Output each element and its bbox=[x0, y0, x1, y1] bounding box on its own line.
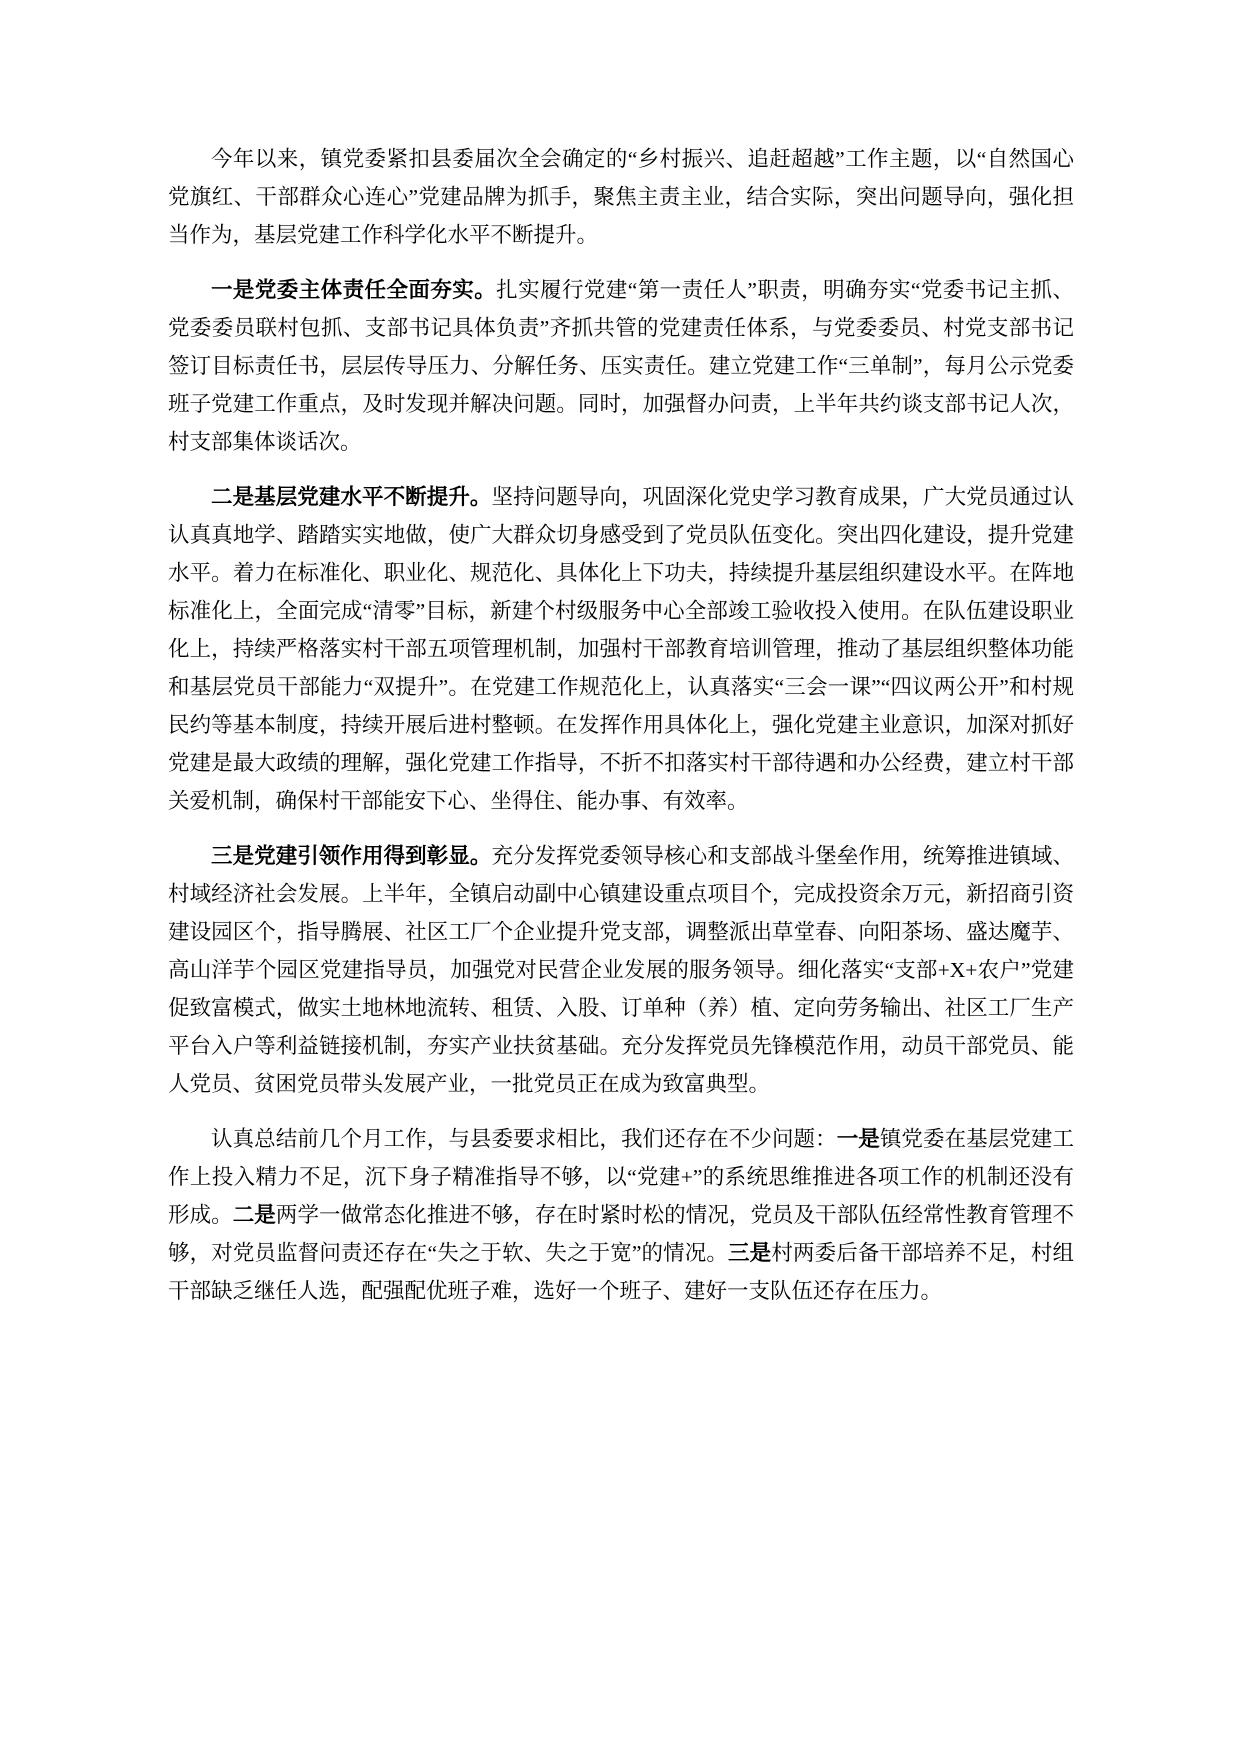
text-segment: 坚持问题导向，巩固深化党史学习教育成果，广大党员通过认认真真地学、踏踏实实地做，使广大群众切身感受到了党员队伍变化。突出四化建设，提升党建水平。着力在标准化、职业化、规范化、具体化上下功夫，持续提升基层组织建设水平。在阵地标准化上，全面完成“清零”目标，新建个村级服务中心全部竣工验收投入使用。在队伍建设职业化上，持续严格落实村干部五项管理机制，加强村干部教育培训管理，推动了基层组织整体功能和基层党员干部能力“双提升”。在党建工作规范化上，认真落实“三会一课”“四议两公开”和村规民约等基本制度，持续开展后进村整顿。在发挥作用具体化上，强化党建主业意识，加深对抓好党建是最大政绩的理解，强化党建工作指导，不折不扣落实村干部待遇和办公经费，建立村干部关爱机制，确保村干部能安下心、坐得住、能办事、有效率。 bbox=[168, 485, 1074, 813]
bold-text-segment: 一是 bbox=[836, 1127, 880, 1151]
paragraph bbox=[168, 478, 1074, 820]
bold-text-segment: 二是基层党建水平不断提升。 bbox=[211, 485, 492, 509]
bold-text-segment: 三是党建引领作用得到彰显。 bbox=[211, 844, 492, 868]
text-segment: 镇党委在基层党建工作上投入精力不足，沉下身子精准指导不够，以“党建+”的系统思维推进各项工作的机制还没有形成。 bbox=[168, 1127, 1074, 1227]
paragraph bbox=[168, 271, 1074, 461]
bold-text-segment: 三是 bbox=[728, 1241, 772, 1265]
text-segment: 充分发挥党委领导核心和支部战斗堡垒作用，统筹推进镇域、村域经济社会发展。上半年，全镇启动副中心镇建设重点项目个，完成投资余万元，新招商引资建设园区个，指导腾展、社区工厂个企业提升党支部，调整派出草堂春、向阳茶场、盛达魔芋、高山洋芋个园区党建指导员，加强党对民营企业发展的服务领导。细化落实“支部+X+农户”党建促致富模式，做实土地林地流转、租赁、入股、订单种（养）植、定向劳务输出、社区工厂生产平台入户等利益链接机制，夯实产业扶贫基础。充分发挥党员先锋模范作用，动员干部党员、能人党员、贫困党员带头发展产业，一批党员正在成为致富典型。 bbox=[168, 844, 1074, 1096]
paragraph bbox=[168, 140, 1074, 254]
text-segment: 两学一做常态化推进不够，存在时紧时松的情况，党员及干部队伍经常性教育管理不够，对党员监督问责还存在“失之于软、失之于宽”的情况。 bbox=[168, 1203, 1074, 1265]
text-segment: 认真总结前几个月工作，与县委要求相比，我们还存在不少问题： bbox=[211, 1127, 837, 1151]
paragraph bbox=[168, 1120, 1074, 1310]
paragraph bbox=[168, 837, 1074, 1103]
text-segment: 扎实履行党建“第一责任人”职责，明确夯实“党委书记主抓、党委委员联村包抓、支部书记具体负责”齐抓共管的党建责任体系，与党委委员、村党支部书记签订目标责任书，层层传导压力、分解任务、压实责任。建立党建工作“三单制”，每月公示党委班子党建工作重点，及时发现并解决问题。同时，加强督办问责，上半年共约谈支部书记人次，村支部集体谈话次。 bbox=[168, 278, 1074, 454]
document-body bbox=[168, 140, 1074, 1310]
text-segment: 今年以来，镇党委紧扣县委届次全会确定的“乡村振兴、追赶超越”工作主题，以“自然国心党旗红、干部群众心连心”党建品牌为抓手，聚焦主责主业，结合实际，突出问题导向，强化担当作为，基层党建工作科学化水平不断提升。 bbox=[168, 147, 1074, 247]
bold-text-segment: 二是 bbox=[232, 1203, 276, 1227]
bold-text-segment: 一是党委主体责任全面夯实。 bbox=[211, 278, 497, 302]
text-segment: 村两委后备干部培养不足，村组干部缺乏继任人选，配强配优班子难，选好一个班子、建好一支队伍还存在压力。 bbox=[168, 1241, 1074, 1303]
